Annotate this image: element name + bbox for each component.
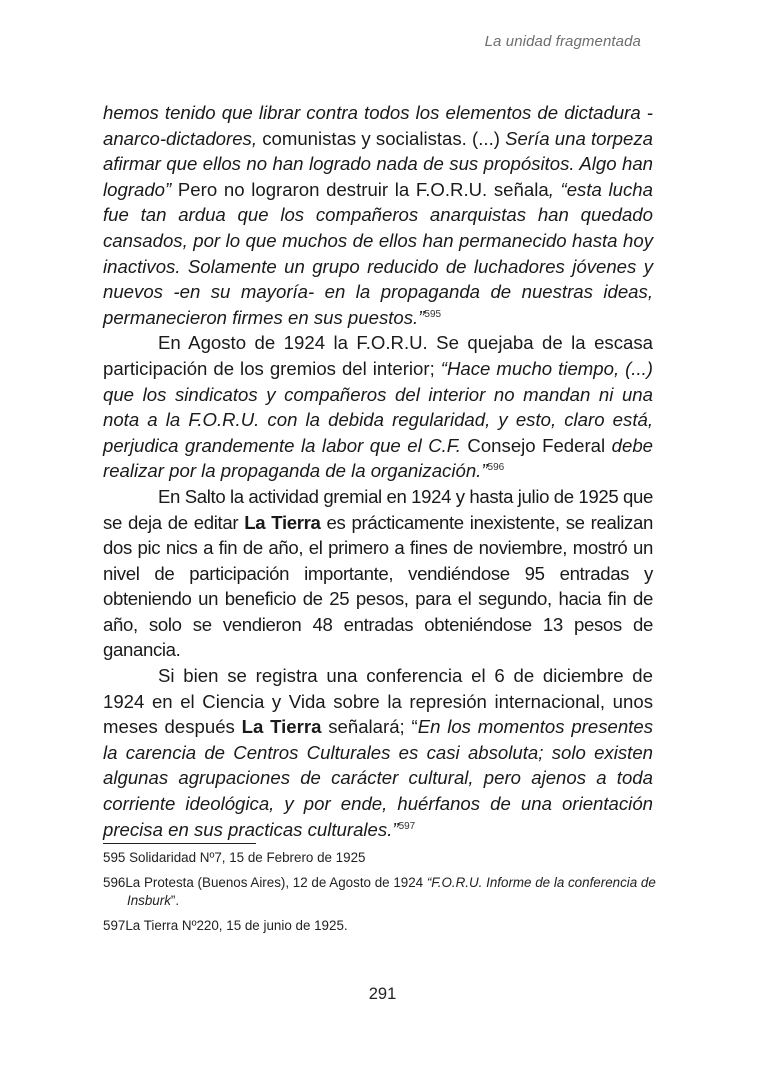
footnote-reference: 597 [398, 820, 416, 832]
footnote-number: 597 [103, 917, 126, 933]
text-run: es prácticamente inexistente, se realizan dos pic nics a fin de año, el primero a fines de noviembre, mostró un nivel de participación importante, vendiéndose 95 entradas y obteniendo un beneficio de 25 pesos, para el segundo, hacia fin de año, solo se vendieron 48 entradas obteniéndose 13 pesos de ganancia. [103, 511, 653, 661]
italic-text-run: Sería una torpeza afirmar que ellos no han logrado nada de sus propósitos. Algo han logrado” [103, 127, 653, 200]
footnote [103, 849, 656, 868]
bold-title-run: La Tierra [244, 511, 321, 533]
italic-text-run: “Hace mucho tiempo, (...) que los sindicatos y compañeros del interior no mandan ni una nota a la F.O.R.U. con la debida regularidad, y esto, claro está, perjudica grandemente la labor que el C.F. [103, 357, 653, 456]
footnote-number: 596 [103, 874, 126, 890]
bold-title-run: La Tierra [241, 716, 322, 738]
footnote-reference: 596 [487, 462, 505, 474]
text-run: Pero no lograron destruir la F.O.R.U. señala [171, 178, 549, 200]
text-run: En Agosto de 1924 la F.O.R.U. Se quejaba de la escasa participación de los gremios del interior; [103, 332, 653, 379]
paragraph [103, 663, 653, 842]
italic-text-run: , “esta lucha fue tan ardua que los compañeros anarquistas han quedado cansados, por lo que muchos de ellos han permanecido hasta hoy inactivos. Solamente un grupo reducido de luchadores jóvenes y nuevos -en su mayoría- en la propaganda de nuestras ideas, permanecieron firmes en sus puestos.” [103, 178, 653, 328]
italic-text-run: En los momentos presentes la carencia de Centros Culturales es casi absoluta; solo existen algunas agrupaciones de carácter cultural, pero ajenos a toda corriente ideológica, y por ende, huérfanos de una orientación precisa en sus practicas culturales.” [103, 716, 653, 840]
footnote [103, 917, 656, 936]
paragraph [103, 484, 653, 663]
footnote-number: 595 [103, 850, 126, 865]
italic-text-run: debe realizar por la propaganda de la organización.” [103, 434, 654, 482]
text-run: señalará; “ [321, 716, 418, 738]
running-head-title: La unidad fragmentada [484, 33, 641, 50]
text-run: Si bien se registra una conferencia el 6 de diciembre de 1924 en el Ciencia y Vida sobre la represión internacional, unos meses después [103, 665, 653, 738]
footnote-reference: 595 [424, 308, 442, 320]
italic-text-run: “F.O.R.U. Informe de la conferencia de Insburk [127, 874, 656, 908]
paragraph [103, 330, 653, 484]
text-run: Consejo Federal [460, 434, 612, 456]
text-run: Solidaridad Nº7, 15 de Febrero de 1925 [125, 850, 366, 865]
page-number: 291 [368, 985, 397, 1003]
body-text [103, 100, 653, 842]
text-run: La Protesta (Buenos Aires), 12 de Agosto de 1924 [125, 874, 427, 890]
footnote-separator-rule [103, 843, 256, 844]
paragraph [103, 100, 653, 330]
text-run: La Tierra Nº220, 15 de junio de 1925. [125, 917, 348, 933]
footnotes-section [103, 849, 656, 941]
text-run: ”. [170, 893, 180, 908]
italic-text-run: hemos tenido que librar contra todos los elementos de dictadura -anarco-dictadores, [103, 102, 653, 149]
text-run: En Salto la actividad gremial en 1924 y hasta julio de 1925 que se deja de editar [103, 485, 653, 533]
footnote [103, 874, 656, 911]
text-run: comunistas y socialistas. (...) [257, 127, 506, 149]
